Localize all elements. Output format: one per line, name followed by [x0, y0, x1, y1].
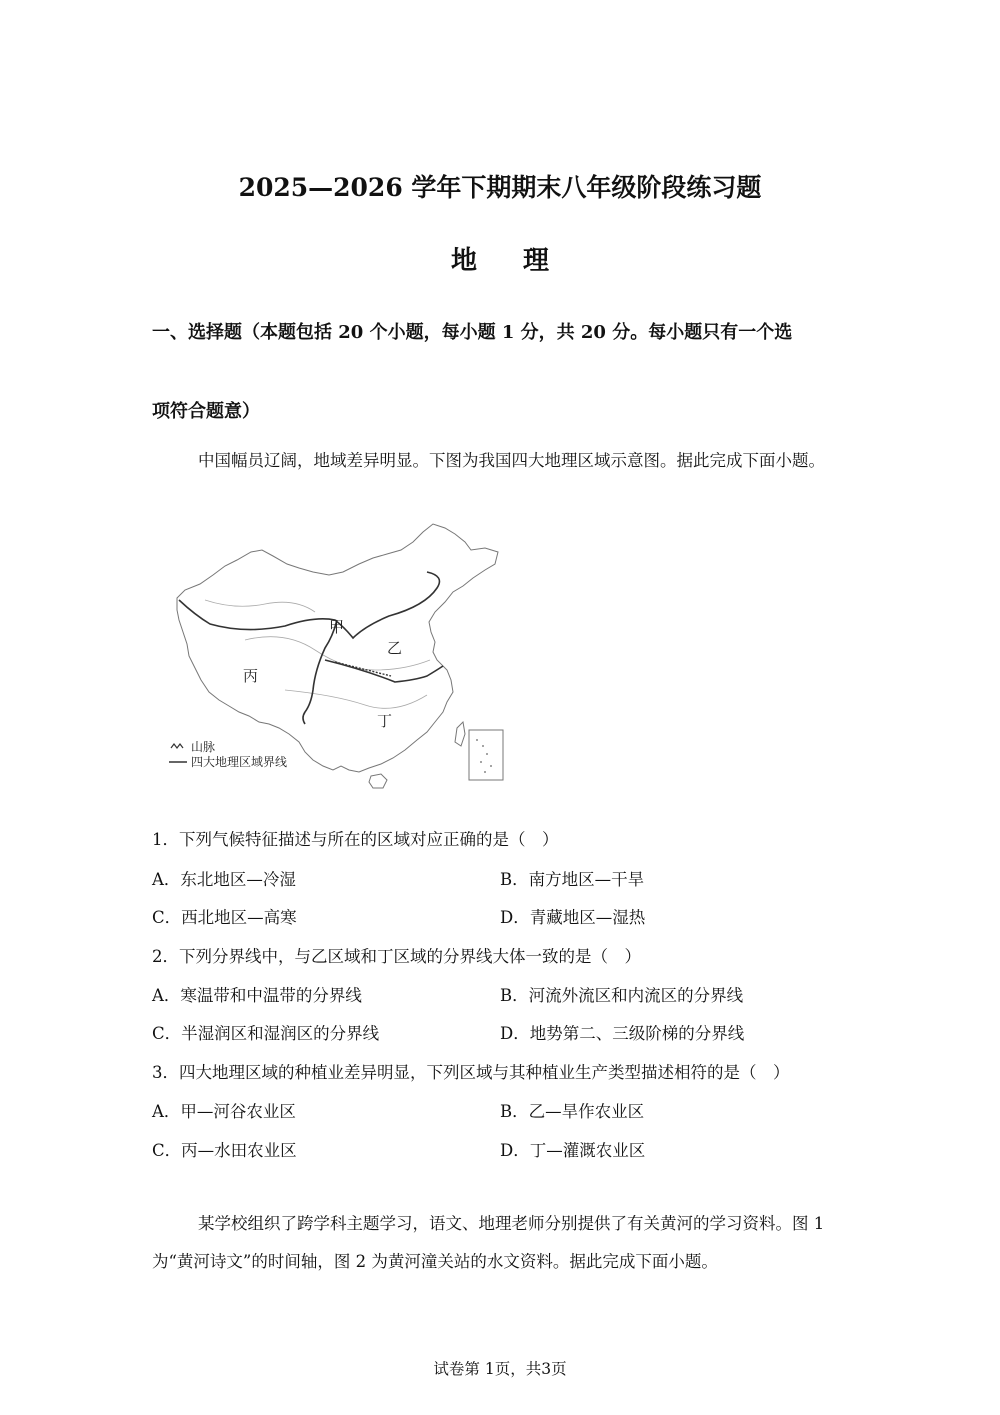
page-footer: 试卷第 1页，共3页 [433, 1360, 567, 1378]
question-1-option-c: C．西北地区—高寒 [152, 908, 297, 927]
question-3-option-d: D．丁—灌溉农业区 [500, 1141, 646, 1160]
region-label-jia: 甲 [329, 618, 345, 636]
hainan-island [369, 774, 387, 788]
region-label-bing: 丙 [243, 667, 259, 685]
passage-1 [152, 442, 842, 480]
question-1-option-a: A．东北地区—冷湿 [152, 870, 296, 889]
passage-2-text: 某学校组织了跨学科主题学习，语文、地理老师分别提供了有关黄河的学习资料。图 1 为“黄河诗文”的时间轴，图 2 为黄河潼关站的水文资料。据此完成下面小题。 [152, 1214, 825, 1271]
question-2-option-d: D．地势第二、三级阶梯的分界线 [500, 1024, 745, 1043]
subject-title: 地理 [450, 246, 595, 276]
section-heading-line1: 一、选择题（本题包括 20 个小题，每小题 1 分，共 20 分。每小题只有一个选 [152, 322, 793, 343]
question-1-option-b: B．南方地区—干旱 [500, 870, 645, 889]
question-2-stem: 2．下列分界线中，与乙区域和丁区域的分界线大体一致的是（ ） [152, 947, 641, 966]
page-title: 2025—2026 学年下期期末八年级阶段练习题 [238, 173, 762, 202]
china-outline [177, 524, 498, 772]
question-2-option-b: B．河流外流区和内流区的分界线 [500, 986, 744, 1005]
passage-2 [152, 1205, 842, 1281]
taiwan-island [455, 722, 465, 746]
region-boundary-northwest [179, 572, 439, 638]
section-heading-line2: 项符合题意） [152, 401, 260, 422]
legend-boundary-label: 四大地理区域界线 [191, 755, 288, 769]
qinling-mountain [335, 662, 391, 676]
south-china-sea-inset [469, 730, 503, 780]
question-3-option-b: B．乙—旱作农业区 [500, 1102, 645, 1121]
question-2-option-a: A．寒温带和中温带的分界线 [152, 986, 362, 1005]
region-label-ding: 丁 [377, 712, 393, 730]
region-label-yi: 乙 [387, 639, 403, 657]
passage-1-text: 中国幅员辽阔，地域差异明显。下图为我国四大地理区域示意图。据此完成下面小题。 [198, 451, 825, 470]
question-3-option-c: C．丙—水田农业区 [152, 1141, 297, 1160]
question-2-option-c: C．半湿润区和湿润区的分界线 [152, 1024, 380, 1043]
legend-mountain-label: 山脉 [191, 740, 216, 754]
china-regions-map [165, 520, 505, 795]
question-1-option-d: D．青藏地区—湿热 [500, 908, 646, 927]
question-1-stem: 1．下列气候特征描述与所在的区域对应正确的是（ ） [152, 830, 559, 849]
legend-mountain-symbol [171, 744, 183, 748]
question-3-option-a: A．甲—河谷农业区 [152, 1102, 296, 1121]
question-3-stem: 3．四大地理区域的种植业差异明显，下列区域与其种植业生产类型描述相符的是（ ） [152, 1063, 790, 1082]
